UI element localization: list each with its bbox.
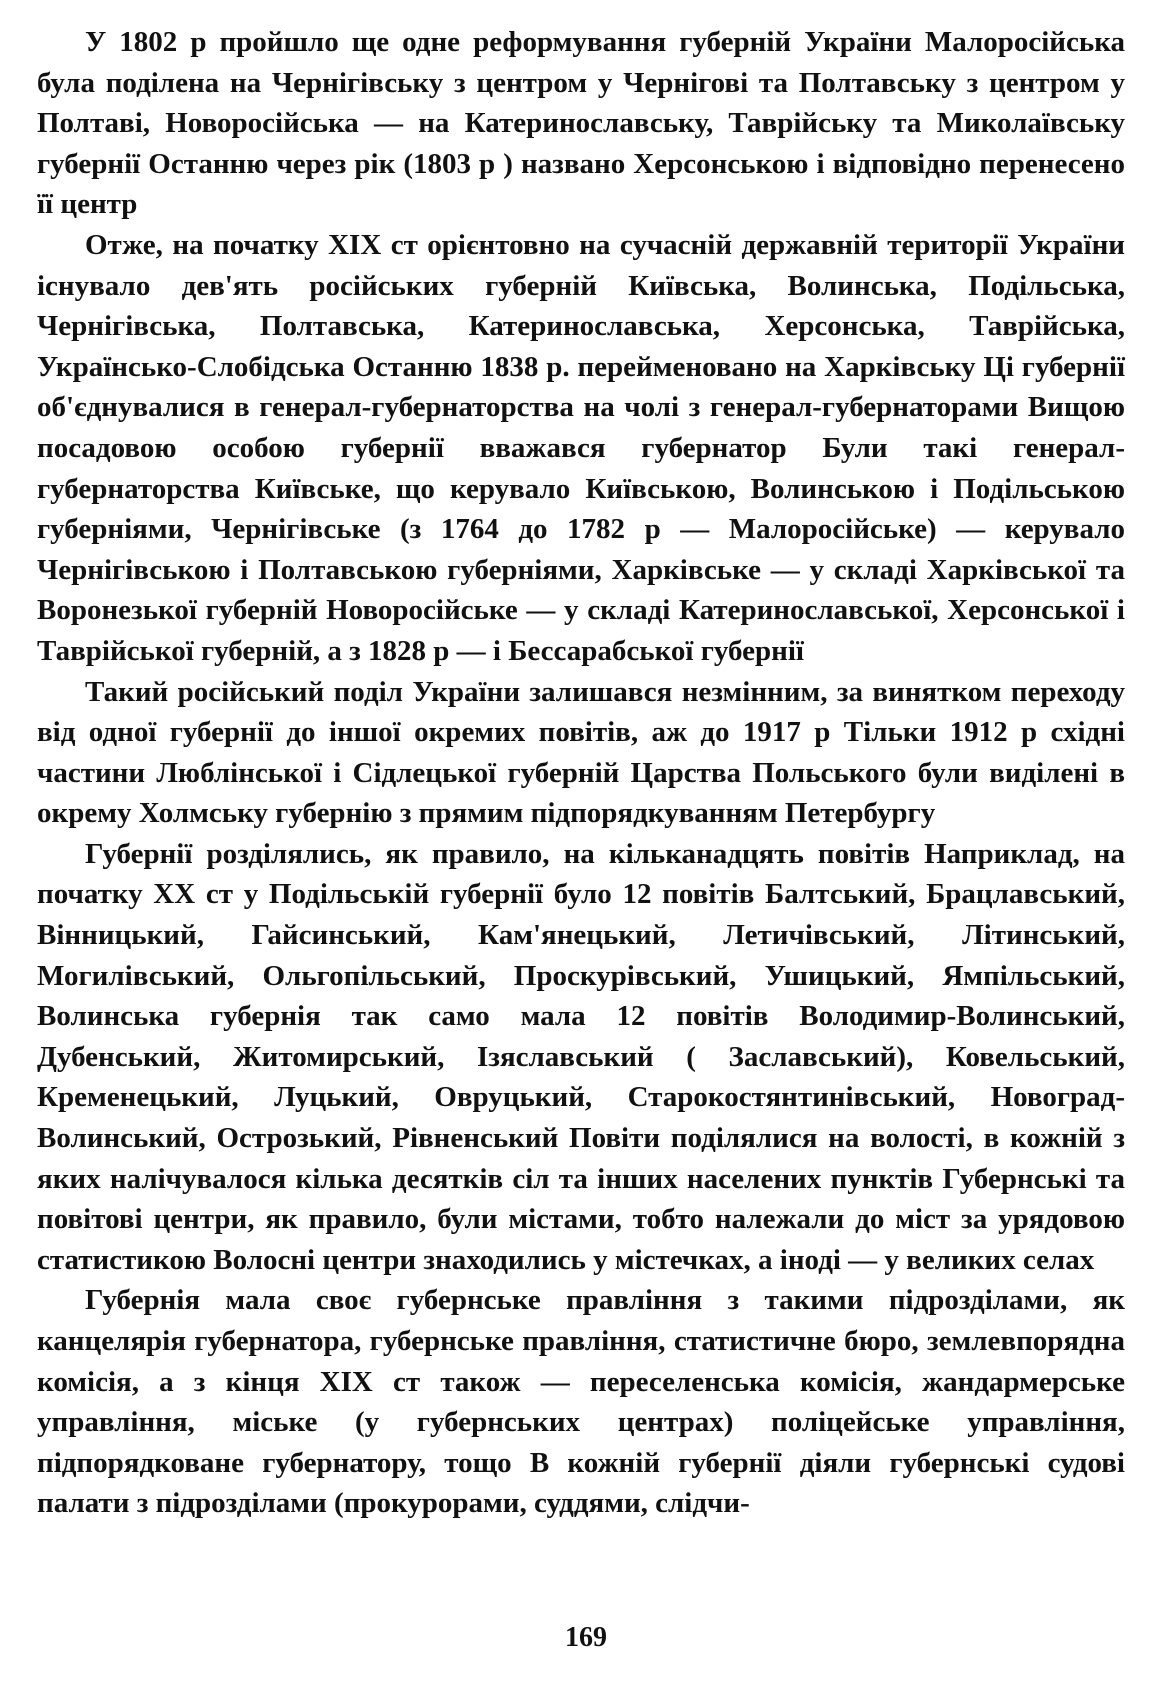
paragraph-2: Отже, на початку XIX ст орієнтовно на сучасній державній території України існувало дев'ять російських губерній Київська, Волинська, Подільська, Чернігівська, Полтавська, Катеринославська, Херсонська, Таврійська, Українсько-Слобідська Останню 1838 р. перейменовано на Харківську Ці губернії об'єднувалися в генерал-губернаторства на чолі з генерал-губернаторами Вищою посадовою особою губернії вважався губернатор Були такі генерал-губернаторства Київське, що керувало Київською, Волинською і Подільською губерніями, Чернігівське (з 1764 до 1782 р — Малоросійське) — керувало Чернігівською і Полтавською губерніями, Харківське — у складі Харківської та Воронезької губерній Новоросійське — у складі Катеринославської, Херсонської і Таврійської губерній, а з 1828 р — і Бессарабської губернії <box>37 228 1125 667</box>
body-text <box>37 22 1125 1524</box>
paragraph-3: Такий російський поділ України залишався незмінним, за винятком переходу від одної губернії до іншої окремих повітів, аж до 1917 р Тільки 1912 р східні частини Люблінської і Сідлецької губерній Царства Польського були виділені в окрему Холмську губернію з прямим підпорядкуванням Петербургу <box>37 675 1125 830</box>
page-number: 169 <box>565 1622 607 1653</box>
paragraph-5: Губернія мала своє губернське правління з такими підрозділами, як канцелярія губернатора, губернське правління, статистичне бюро, землевпорядна комісія, а з кінця XIX ст також — переселенська комісія, жандармерське управління, міське (у губернських центрах) поліцейське управління, підпорядковане губернатору, тощо В кожній губернії діяли губернські судові палати з підрозділами (прокурорами, суддями, слідчи- <box>37 1284 1125 1520</box>
paragraph-4: Губернії розділялись, як правило, на кільканадцять повітів Наприклад, на початку XX ст у Подільській губернії було 12 повітів Балтський, Брацлавський, Вінницький, Гайсинський, Кам'янецький, Летичівський, Літинський, Могилівський, Ольгопільський, Проскурівський, Ушицький, Ямпільський, Волинська губернія так само мала 12 повітів Володимир-Волинський, Дубенський, Житомирський, Ізяславський ( Заславський), Ковельський, Кременецький, Луцький, Овруцький, Старокостянтинівський, Новоград-Волинський, Острозький, Рівненський Повіти поділялися на волості, в кожній з яких налічувалося кілька десятків сіл та інших населених пунктів Губернські та повітові центри, як правило, були містами, тобто належали до міст за урядовою статистикою Волосні центри знаходились у містечках, а іноді — у великих селах <box>37 837 1125 1276</box>
paragraph-1: У 1802 р пройшло ще одне реформування губерній України Малоросійська була поділена на Чернігівську з центром у Чернігові та Полтавську з центром у Полтаві, Новоросійська — на Катеринославську, Таврійську та Миколаївську губернії Останню через рік (1803 р ) названо Херсонською і відповідно перенесено її центр <box>37 26 1125 221</box>
